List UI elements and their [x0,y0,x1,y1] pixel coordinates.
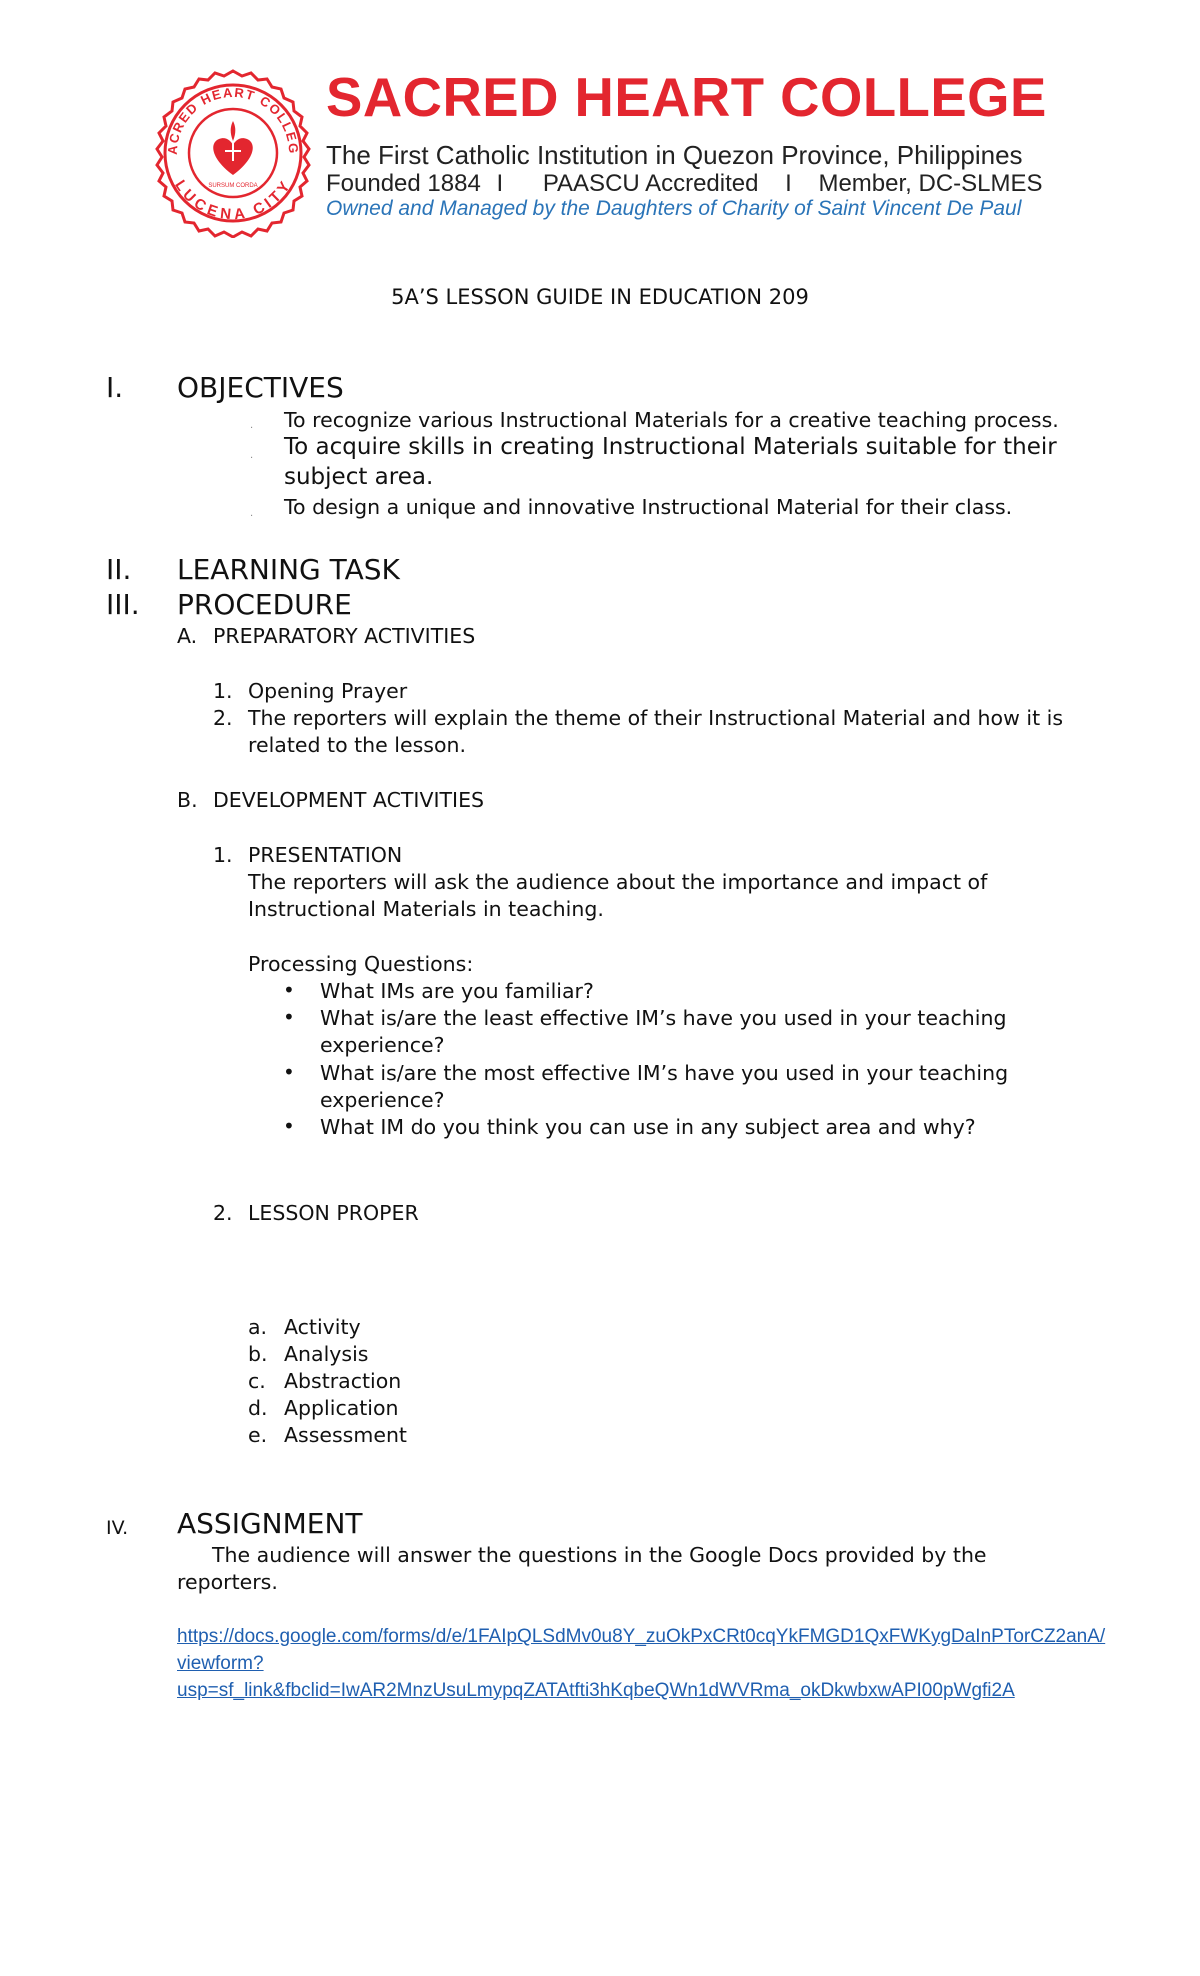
section-title: LEARNING TASK [177,553,400,586]
college-tagline: The First Catholic Institution in Quezon Province, Philippines [326,140,1023,170]
objective-item: To design a unique and innovative Instructional Material for their class. [284,495,1013,519]
college-seal-logo [148,68,318,238]
document-title: 5A’S LESSON GUIDE IN EDUCATION 209 [391,285,809,309]
subsection-label: A. [177,624,198,648]
section-number: II. [106,553,132,586]
processing-questions-title: Processing Questions: [248,952,474,976]
subsection-development-activities: DEVELOPMENT ACTIVITIES [213,788,485,812]
list-number: 2. [213,706,233,730]
question-item: What is/are the most effective IM’s have you used in your teaching [320,1061,1009,1085]
list-item-continued: related to the lesson. [248,733,467,757]
question-item-continued: experience? [320,1088,445,1112]
lesson-item-application: Application [284,1396,399,1420]
section-number: III. [106,588,140,621]
subsection-preparatory-activities: PREPARATORY ACTIVITIES [213,624,476,648]
objective-marker: . [250,420,254,431]
bullet-icon: • [283,1005,295,1029]
objective-item: To recognize various Instructional Materials for a creative teaching process. [284,408,1059,432]
question-item: What IM do you think you can use in any subject area and why? [320,1115,976,1139]
assignment-text-continued: reporters. [177,1570,278,1594]
separator: I [785,170,792,197]
separator: I [496,170,504,197]
assignment-text: The audience will answer the questions in the Google Docs provided by the [212,1543,987,1567]
lesson-item-activity: Activity [284,1315,361,1339]
svg-text:LUCENA CITY: LUCENA CITY [171,177,295,224]
list-number: 1. [213,679,233,703]
bullet-icon: • [283,978,295,1002]
member-text: Member, DC-SLMES [818,170,1043,197]
objective-marker: . [250,450,254,461]
section-procedure-heading [0,588,1200,623]
link-line[interactable]: usp=sf_link&fbclid=IwAR2MnzUsuLmypqZATAtfti3hKqbeQWn1dWVRma_okDkwbxwAPI00pWgfi2A [177,1679,1015,1701]
question-item: What IMs are you familiar? [320,979,594,1003]
objective-item-continued: subject area. [284,464,434,490]
bullet-icon: • [283,1060,295,1084]
google-form-link[interactable] [177,1624,1105,1705]
founded-text: Founded 1884 [326,170,481,197]
link-line[interactable]: https://docs.google.com/forms/d/e/1FAIpQLSdMv0u8Y_zuOkPxCRt0cqYkFMGD1QxFWKygDaInPTorCZ2anA/ [177,1626,1106,1647]
lesson-item-letter: c. [248,1369,266,1393]
section-number: I. [106,371,124,404]
section-objectives-heading [0,371,1200,406]
presentation-title: PRESENTATION [248,843,403,867]
subsection-label: B. [177,788,198,812]
presentation-text: The reporters will ask the audience about the importance and impact of [248,870,988,894]
lesson-item-abstraction: Abstraction [284,1369,402,1393]
objective-marker: . [250,508,254,519]
lesson-item-letter: b. [248,1342,268,1366]
list-number: 2. [213,1201,233,1225]
lesson-item-analysis: Analysis [284,1342,369,1366]
section-number: IV. [106,1517,129,1539]
owned-by-text: Owned and Managed by the Daughters of Charity of Saint Vincent De Paul [326,197,1022,220]
list-item: Opening Prayer [248,679,408,703]
accredited-text: PAASCU Accredited [542,170,759,197]
objective-item: To acquire skills in creating Instructional Materials suitable for their [284,434,1057,460]
list-item: The reporters will explain the theme of their Instructional Material and how it is [248,706,1063,730]
lesson-item-letter: a. [248,1315,268,1339]
lesson-item-letter: e. [248,1423,268,1447]
question-item: What is/are the least effective IM’s have you used in your teaching [320,1006,1007,1030]
section-title: PROCEDURE [177,588,352,621]
svg-text:SURSUM CORDA: SURSUM CORDA [208,183,258,189]
section-assignment-heading: ASSIGNMENT [177,1507,363,1540]
question-item-continued: experience? [320,1033,445,1057]
presentation-text: Instructional Materials in teaching. [248,897,604,921]
section-learning-task-heading [0,553,1200,588]
svg-text:SACRED HEART COLLEGE: ACRED HEART COLLEG [164,84,302,156]
college-credentials [326,172,1043,196]
section-title: OBJECTIVES [177,371,344,404]
lesson-item-letter: d. [248,1396,268,1420]
link-line[interactable]: viewform? [177,1652,264,1674]
list-number: 1. [213,843,233,867]
college-name: SACRED HEART COLLEGE [326,66,1047,128]
lesson-proper-title: LESSON PROPER [248,1201,419,1225]
bullet-icon: • [283,1114,295,1138]
lesson-item-assessment: Assessment [284,1423,407,1447]
